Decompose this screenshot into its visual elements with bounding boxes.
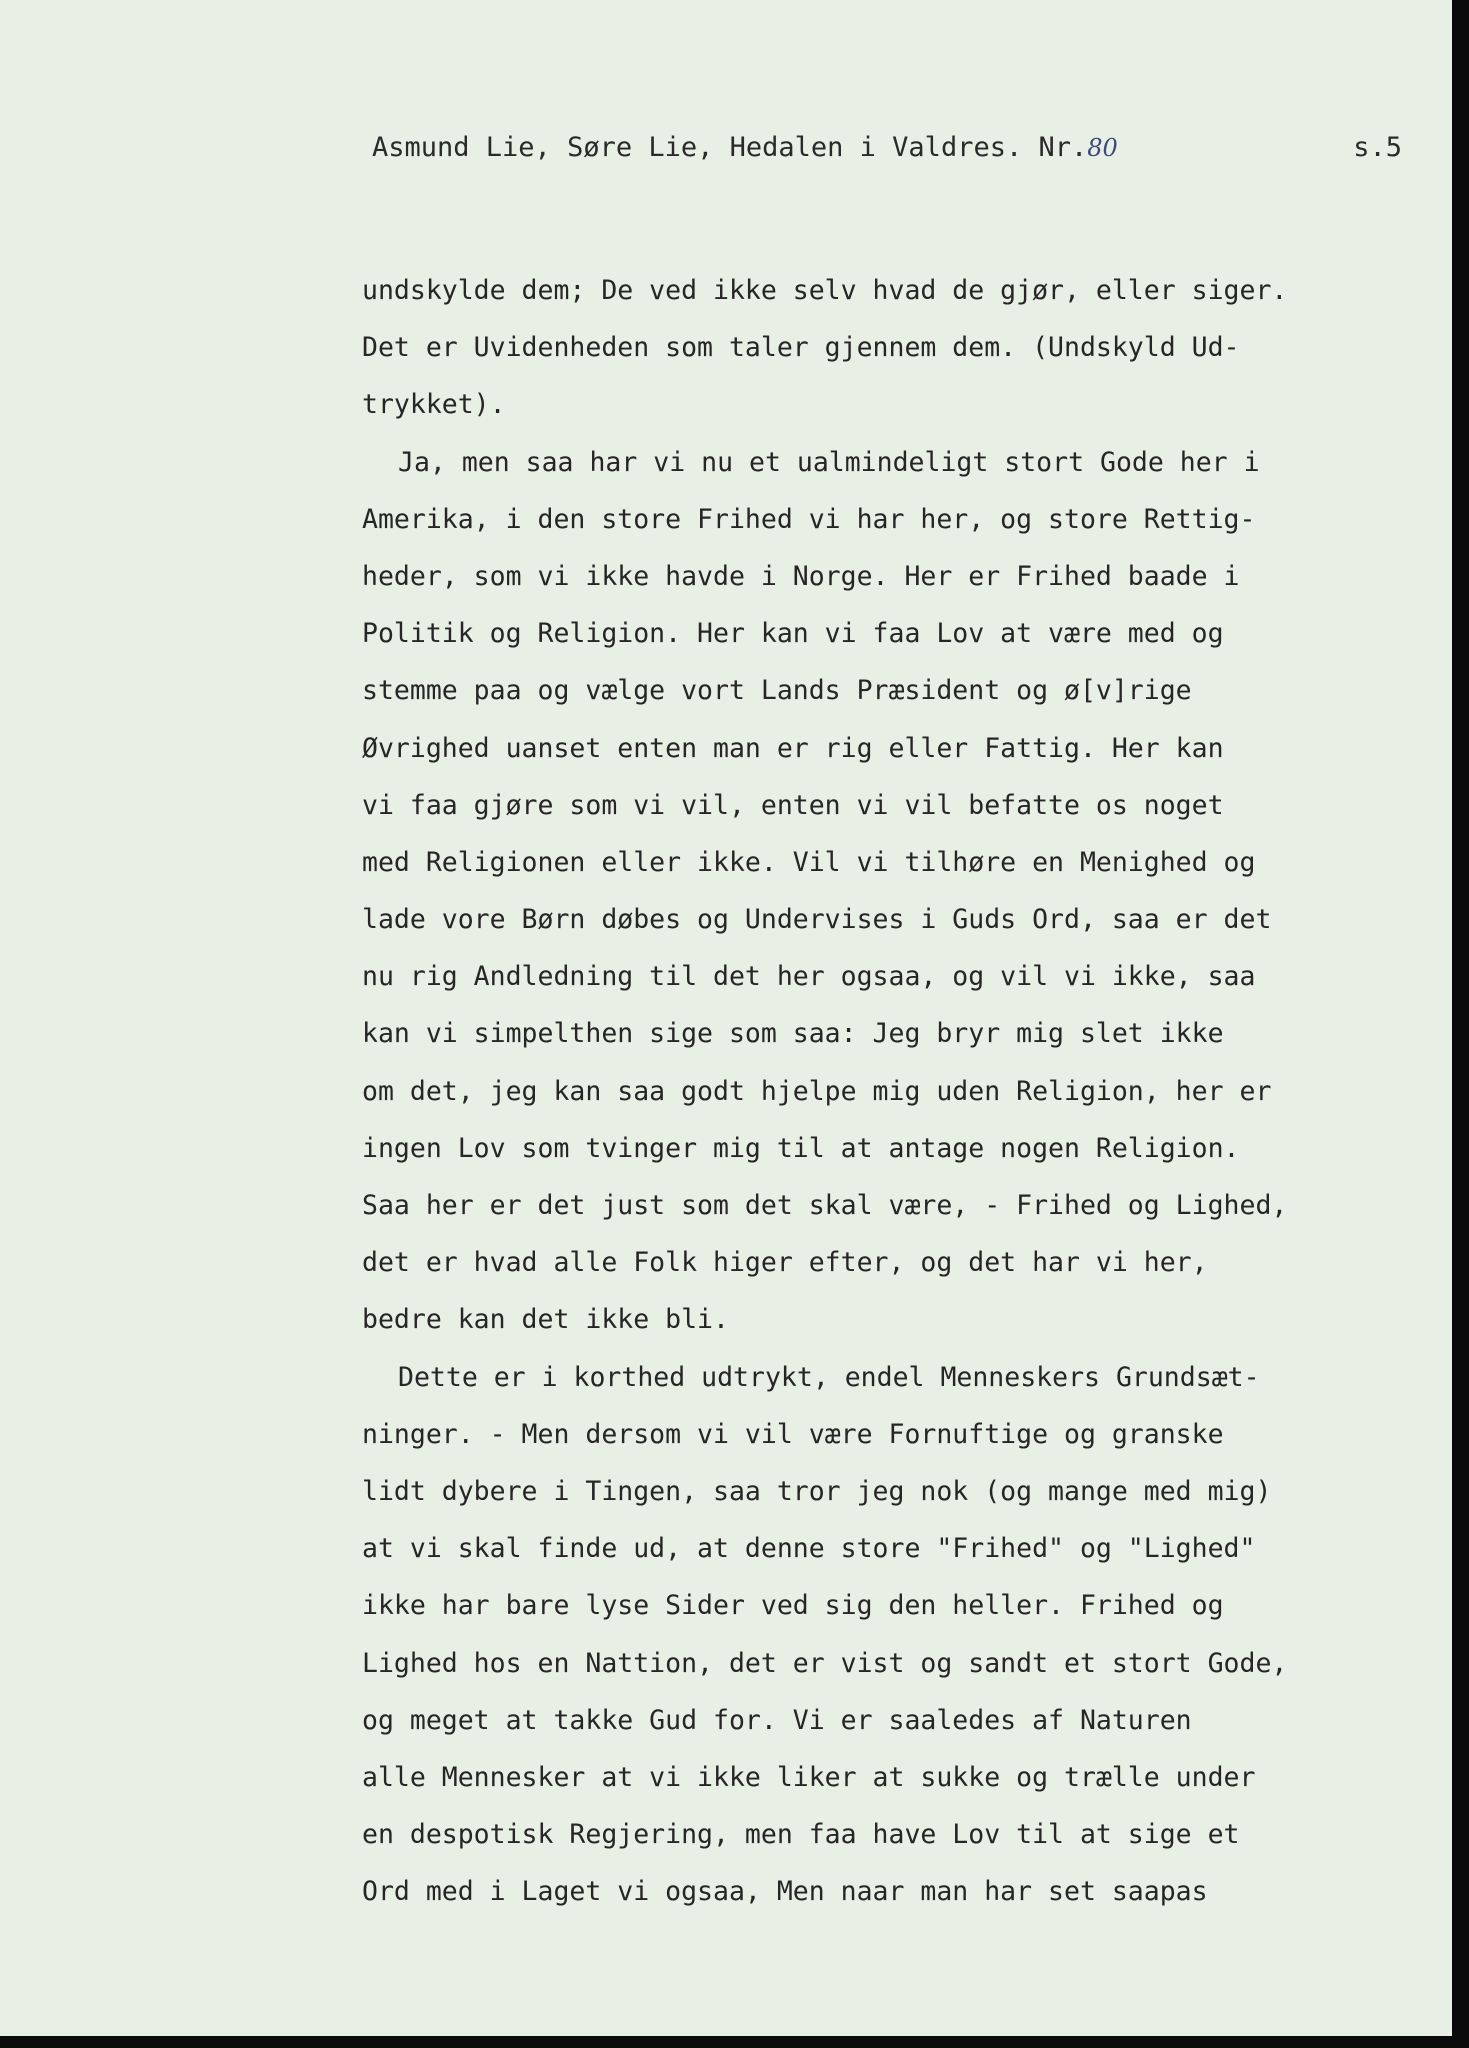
text-line: Politik og Religion. Her kan vi faa Lov at være med og: [362, 618, 1224, 650]
text-line: Saa her er det just som det skal være, - Frihed og Lighed,: [362, 1190, 1288, 1221]
text-line: Det er Uvidenheden som taler gjennem dem. (Undskyld Ud-: [362, 332, 1240, 364]
header-title: Asmund Lie, Søre Lie, Hedalen i Valdres. Nr.: [372, 132, 1088, 163]
text-line: ingen Lov som tvinger mig til at antage nogen Religion.: [362, 1132, 1240, 1164]
text-line: om det, jeg kan saa godt hjelpe mig uden Religion, her er: [362, 1075, 1272, 1107]
text-line: undskylde dem; De ved ikke selv hvad de gjør, eller siger.: [362, 275, 1288, 306]
text-line: en despotisk Regjering, men faa have Lov til at sige et: [362, 1819, 1240, 1851]
text-line: det er hvad alle Folk higer efter, og det har vi her,: [362, 1247, 1208, 1279]
text-line: heder, som vi ikke havde i Norge. Her er Frihed baade i: [362, 560, 1240, 592]
text-line: stemme paa og vælge vort Lands Præsident og ø[v]rige: [362, 675, 1192, 707]
text-line: Ja, men saa har vi nu et ualmindeligt stort Gode her i: [398, 446, 1260, 478]
text-line: ikke har bare lyse Sider ved sig den heller. Frihed og: [362, 1590, 1224, 1622]
text-line: lade vore Børn døbes og Undervises i Guds Ord, saa er det: [362, 904, 1272, 936]
text-line: kan vi simpelthen sige som saa: Jeg bryr mig slet ikke: [362, 1018, 1224, 1050]
text-line: vi faa gjøre som vi vil, enten vi vil befatte os noget: [362, 789, 1224, 821]
text-line: Amerika, i den store Frihed vi har her, og store Rettig-: [362, 503, 1256, 535]
typed-body-text: [362, 262, 1402, 1920]
text-line: lidt dybere i Tingen, saa tror jeg nok (og mange med mig): [362, 1475, 1272, 1507]
text-line: at vi skal finde ud, at denne store "Frihed" og "Lighed": [362, 1533, 1256, 1565]
text-line: Dette er i korthed udtrykt, endel Menneskers Grundsæt-: [398, 1361, 1260, 1393]
handwritten-number: 80: [1087, 134, 1118, 162]
text-line: nu rig Andledning til det her ogsaa, og vil vi ikke, saa: [362, 961, 1256, 993]
page-header: [372, 132, 1402, 172]
text-line: alle Mennesker at vi ikke liker at sukke og trælle under: [362, 1761, 1256, 1793]
text-line: med Religionen eller ikke. Vil vi tilhøre en Menighed og: [362, 846, 1256, 878]
text-line: ninger. - Men dersom vi vil være Fornuftige og granske: [362, 1418, 1224, 1450]
text-line: trykket).: [362, 389, 506, 421]
text-line: Lighed hos en Nattion, det er vist og sandt et stort Gode,: [362, 1647, 1288, 1679]
page-number: s.5: [1353, 132, 1402, 163]
text-line: bedre kan det ikke bli.: [362, 1304, 729, 1336]
header-title-line: [372, 132, 1118, 163]
text-line: og meget at takke Gud for. Vi er saaledes af Naturen: [362, 1704, 1192, 1736]
text-line: Øvrighed uanset enten man er rig eller Fattig. Her kan: [362, 732, 1224, 764]
text-line: Ord med i Laget vi ogsaa, Men naar man har set saapas: [362, 1876, 1208, 1908]
